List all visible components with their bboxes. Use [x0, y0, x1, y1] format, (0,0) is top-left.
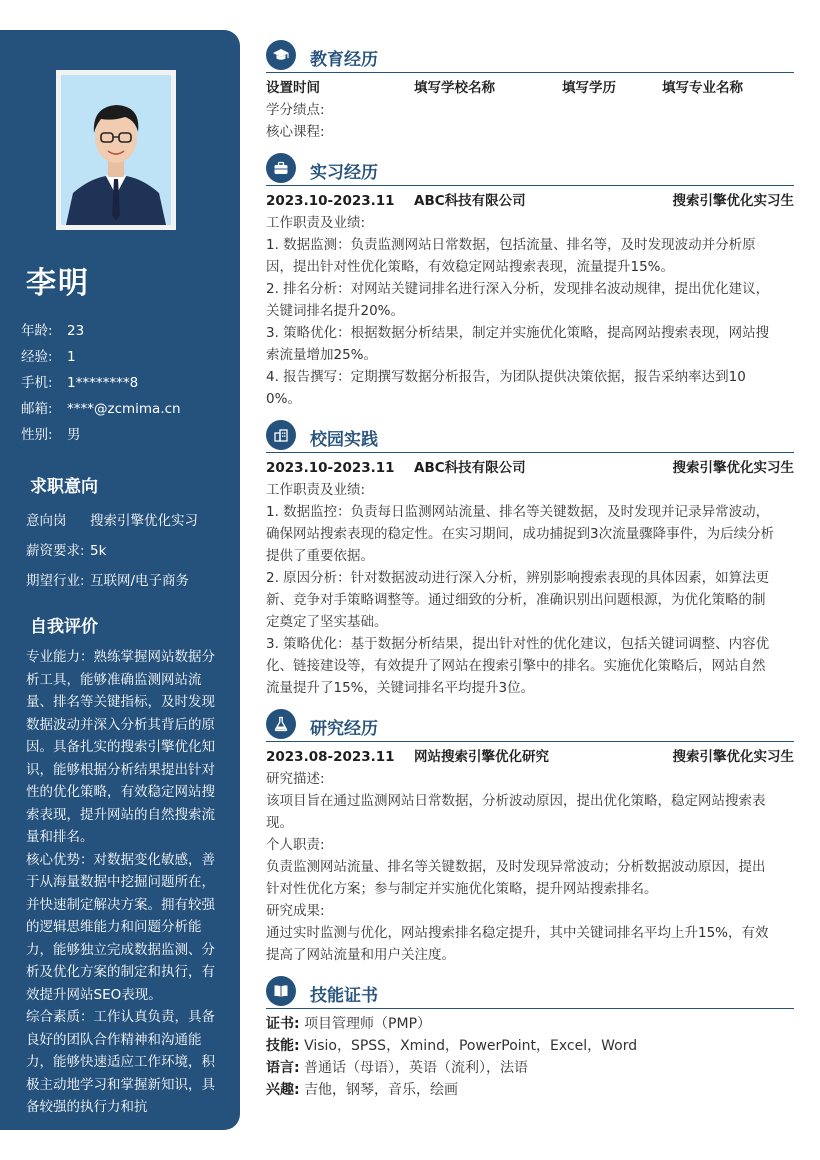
info-label: 年龄:	[21, 323, 53, 339]
section-title: 教育经历	[310, 50, 378, 70]
research-line: 研究描述:	[266, 771, 325, 787]
intern-date: 2023.10-2023.11	[266, 193, 395, 209]
research-line: 研究成果:	[266, 903, 325, 919]
edu-time: 设置时间	[266, 80, 320, 96]
intent-value: 5k	[90, 543, 107, 559]
info-age	[21, 318, 181, 344]
intent-value: 搜索引擎优化实习	[90, 513, 198, 529]
research-line: 提高了网站流量和用户关注度。	[266, 947, 455, 963]
info-value: 1	[67, 349, 76, 365]
research-date: 2023.08-2023.11	[266, 749, 395, 765]
main-content	[266, 40, 794, 1111]
graduation-cap-icon	[266, 40, 296, 70]
skill-row-interests	[266, 1079, 794, 1101]
section-title: 研究经历	[310, 719, 378, 739]
research-line: 负责监测网站流量、排名等关键数据，及时发现异常波动；分析数据波动原因，提出	[266, 859, 766, 875]
intern-line: 因，提出针对性优化策略，有效稳定网站搜索表现，流量提升15%。	[266, 259, 675, 275]
intern-role: 搜索引擎优化实习生	[672, 193, 794, 209]
intern-line: 1. 数据监测：负责监测网站日常数据，包括流量、排名等，及时发现波动并分析原	[266, 237, 756, 253]
campus-intro: 工作职责及业绩:	[266, 482, 366, 498]
intent-label: 意向岗	[26, 513, 67, 529]
research-line: 现。	[266, 815, 293, 831]
section-header	[266, 709, 794, 742]
edu-major: 填写专业名称	[662, 80, 743, 96]
skill-label: 证书:	[266, 1016, 300, 1032]
edu-degree: 填写学历	[562, 80, 616, 96]
section-title: 校园实践	[310, 430, 378, 450]
section-skills	[266, 976, 794, 1101]
intent-label: 期望行业:	[26, 573, 85, 589]
research-project: 网站搜索引擎优化研究	[414, 749, 549, 765]
info-value: 23	[67, 323, 85, 339]
skill-row-certificate	[266, 1013, 794, 1035]
basic-info	[21, 318, 181, 448]
profile-photo-frame	[56, 70, 176, 230]
edu-gpa: 学分绩点:	[266, 102, 325, 118]
intern-line: 4. 报告撰写：定期撰写数据分析报告，为团队提供决策依据，报告采纳率达到10	[266, 369, 746, 385]
campus-role: 搜索引擎优化实习生	[672, 460, 794, 476]
campus-date: 2023.10-2023.11	[266, 460, 395, 476]
section-header	[266, 420, 794, 453]
campus-line: 定奠定了坚实基础。	[266, 614, 388, 630]
info-value: ****@zcmima.cn	[67, 401, 181, 417]
research-line: 通过实时监测与优化，网站搜索排名稳定提升，其中关键词排名平均上升15%，有效	[266, 925, 769, 941]
intent-row-position	[26, 508, 198, 538]
research-role: 搜索引擎优化实习生	[672, 749, 794, 765]
campus-line: 1. 数据监控：负责每日监测网站流量、排名等关键数据，及时发现并记录异常波动，	[266, 504, 770, 520]
self-eval-title: 自我评价	[30, 617, 98, 637]
briefcase-icon	[266, 153, 296, 183]
intern-intro: 工作职责及业绩:	[266, 215, 366, 231]
campus-line: 3. 策略优化：基于数据分析结果，提出针对性的优化建议，包括关键词调整、内容优	[266, 636, 770, 652]
intern-line: 索流量增加25%。	[266, 347, 378, 363]
education-row	[266, 77, 794, 99]
book-icon	[266, 976, 296, 1006]
info-label: 手机:	[21, 375, 53, 391]
skill-label: 兴趣:	[266, 1082, 300, 1098]
edu-school: 填写学校名称	[414, 80, 495, 96]
candidate-name: 李明	[26, 266, 90, 301]
profile-photo	[61, 75, 171, 225]
self-eval-paragraph: 核心优势：对数据变化敏感，善于从海量数据中挖掘问题所在，并快速制定解决方案。拥有较强的逻辑思维能力和问题分析能力，能够独立完成数据监测、分析及优化方案的制定和执行，有效提升网站SEO表现。	[26, 851, 215, 1003]
skill-row-language	[266, 1057, 794, 1079]
intern-line: 0%。	[266, 391, 301, 407]
building-icon	[266, 420, 296, 450]
intern-line: 3. 策略优化：根据数据分析结果，制定并实施优化策略，提高网站搜索表现，网站搜	[266, 325, 770, 341]
internship-row	[266, 190, 794, 212]
campus-line: 新、竞争对手策略调整等。通过细致的分析，准确识别出问题根源，为优化策略的制	[266, 592, 766, 608]
section-header	[266, 976, 794, 1009]
info-value: 男	[67, 427, 81, 443]
self-eval-paragraph: 综合素质：工作认真负责，具备良好的团队合作精神和沟通能力，能够快速适应工作环境，积极主动地学习和掌握新知识，具备较强的执行力和抗	[26, 1009, 215, 1115]
section-internship	[266, 153, 794, 410]
self-eval-paragraph: 专业能力：熟练掌握网站数据分析工具，能够准确监测网站流量、排名等关键指标，及时发现数据波动并深入分析其背后的原因。具备扎实的搜索引擎优化知识，能够根据分析结果提出针对性的优化策略，有效稳定网站搜索表现，提升网站的自然搜索流量和排名。	[26, 649, 215, 845]
intent-title: 求职意向	[30, 477, 98, 497]
research-line: 个人职责:	[266, 837, 325, 853]
intern-company: ABC科技有限公司	[414, 193, 526, 209]
campus-line: 提供了重要依据。	[266, 548, 374, 564]
info-email	[21, 396, 181, 422]
section-title: 实习经历	[310, 163, 378, 183]
skill-value: 普通话（母语），英语（流利），法语	[304, 1060, 529, 1076]
self-evaluation	[26, 646, 218, 1119]
intent-label: 薪资要求:	[26, 543, 85, 559]
job-intent	[26, 508, 198, 598]
intent-row-industry	[26, 568, 198, 598]
section-education	[266, 40, 794, 143]
info-label: 性别:	[21, 427, 53, 443]
intent-value: 互联网/电子商务	[90, 573, 190, 589]
campus-line: 2. 原因分析：针对数据波动进行深入分析，辨别影响搜索表现的具体因素，如算法更	[266, 570, 770, 586]
section-header	[266, 153, 794, 186]
section-campus	[266, 420, 794, 699]
intern-line: 2. 排名分析：对网站关键词排名进行深入分析，发现排名波动规律，提出优化建议，	[266, 281, 770, 297]
info-label: 经验:	[21, 349, 53, 365]
skill-value: 吉他，钢琴，音乐，绘画	[304, 1082, 459, 1098]
skill-label: 语言:	[266, 1060, 300, 1076]
campus-line: 流量提升了15%，关键词排名平均提升3位。	[266, 680, 535, 696]
info-label: 邮箱:	[21, 401, 53, 417]
intent-row-salary	[26, 538, 198, 568]
skill-value: 项目管理师（PMP）	[304, 1016, 432, 1032]
info-value: 1********8	[67, 375, 139, 391]
info-experience	[21, 344, 181, 370]
info-phone	[21, 370, 181, 396]
skill-row-tools	[266, 1035, 794, 1057]
research-line: 针对性优化方案；参与制定并实施优化策略，提升网站搜索排名。	[266, 881, 658, 897]
campus-row	[266, 457, 794, 479]
research-line: 该项目旨在通过监测网站日常数据，分析波动原因，提出优化策略，稳定网站搜索表	[266, 793, 766, 809]
research-row	[266, 746, 794, 768]
campus-company: ABC科技有限公司	[414, 460, 526, 476]
campus-line: 化、链接建设等，有效提升了网站在搜索引擎中的排名。实施优化策略后，网站自然	[266, 658, 766, 674]
section-title: 技能证书	[310, 986, 378, 1006]
sidebar	[0, 30, 240, 1130]
skill-value: Visio，SPSS，Xmind，PowerPoint，Excel，Word	[304, 1038, 638, 1054]
skill-label: 技能:	[266, 1038, 300, 1054]
info-gender	[21, 422, 181, 448]
section-research	[266, 709, 794, 966]
section-header	[266, 40, 794, 73]
campus-line: 确保网站搜索表现的稳定性。在实习期间，成功捕捉到3次流量骤降事件，为后续分析	[266, 526, 775, 542]
intern-line: 关键词排名提升20%。	[266, 303, 405, 319]
edu-courses: 核心课程:	[266, 124, 325, 140]
flask-icon	[266, 709, 296, 739]
